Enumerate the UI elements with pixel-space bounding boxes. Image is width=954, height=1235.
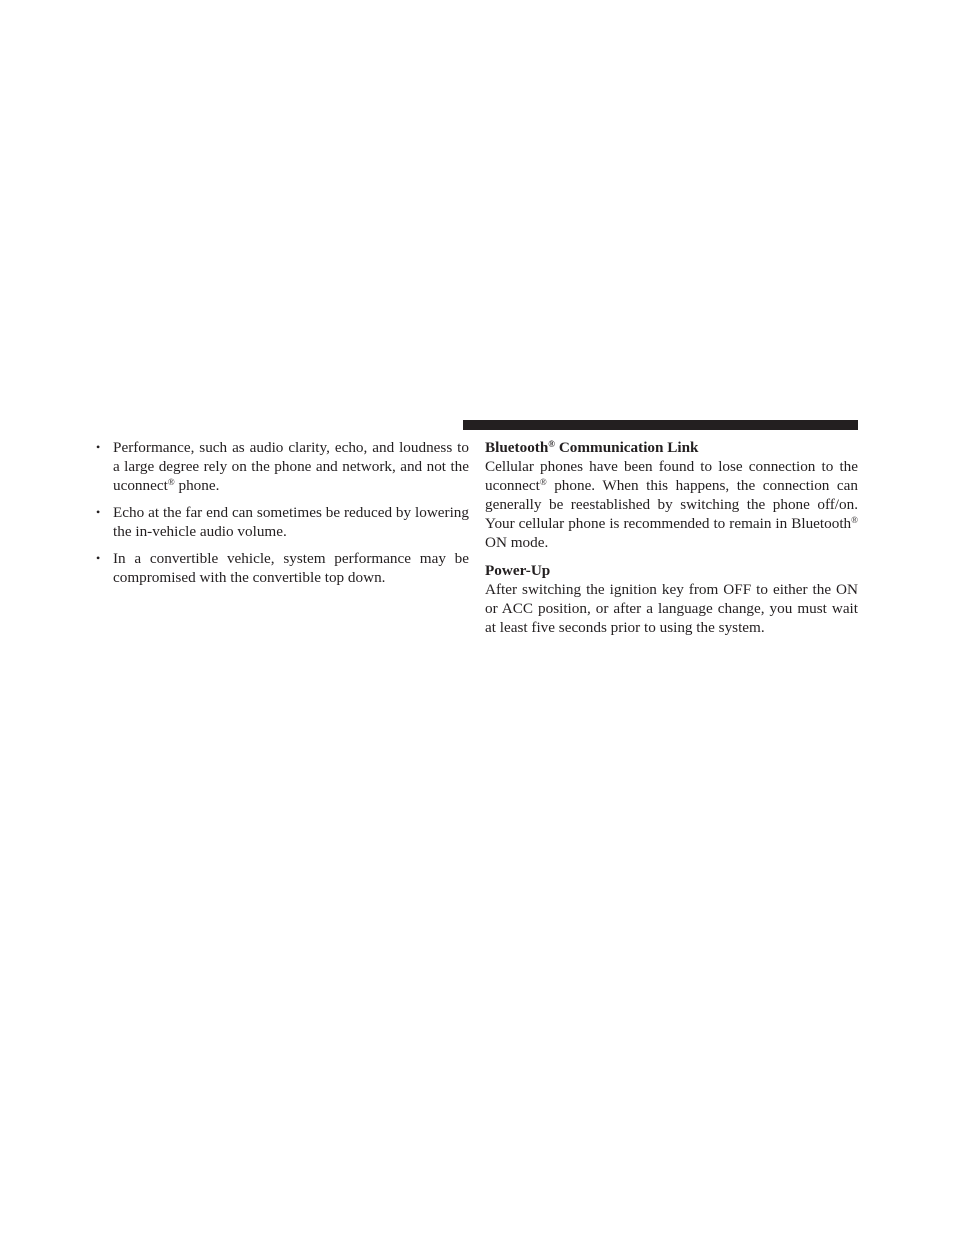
heading-text-end: Communication Link	[555, 439, 699, 456]
bullet-list	[96, 438, 469, 587]
section-header-bar	[463, 420, 858, 430]
bullet-text: Performance, such as audio clarity, echo, and loudness to a large degree rely on the phone and network, and not the uconnect	[113, 439, 469, 494]
bullet-icon: •	[96, 440, 101, 454]
bullet-text-end: phone.	[174, 477, 220, 494]
heading-text: Bluetooth	[485, 439, 549, 456]
body-text-end: ON mode.	[485, 534, 549, 551]
section-body-bluetooth	[485, 457, 858, 552]
list-item	[96, 438, 469, 495]
registered-mark: ®	[548, 439, 556, 449]
list-item	[96, 503, 469, 541]
body-text-mid: phone. When this happens, the connection can generally be reestablished by switching the phone off/on. Your cellular phone is recommended to remain in Bluetooth	[485, 477, 858, 532]
body-text: Cellular phones have been found to lose connection to the uconnect	[485, 458, 858, 494]
registered-mark: ®	[539, 477, 547, 487]
right-column	[485, 438, 858, 646]
section-heading-power-up: Power-Up	[485, 562, 551, 579]
bullet-text: Echo at the far end can sometimes be reduced by lowering the in-vehicle audio volume.	[113, 504, 469, 540]
bullet-icon: •	[96, 551, 101, 565]
registered-mark: ®	[167, 477, 175, 487]
section-body-power-up: After switching the ignition key from OFF to either the ON or ACC position, or after a language change, you must wait at least five seconds prior to using the system.	[485, 581, 858, 636]
left-column	[96, 438, 469, 595]
section-heading-bluetooth	[485, 438, 858, 457]
bullet-icon: •	[96, 505, 101, 519]
bullet-text: In a convertible vehicle, system performance may be compromised with the convertible top down.	[113, 550, 469, 586]
list-item	[96, 549, 469, 587]
registered-mark: ®	[851, 515, 858, 525]
